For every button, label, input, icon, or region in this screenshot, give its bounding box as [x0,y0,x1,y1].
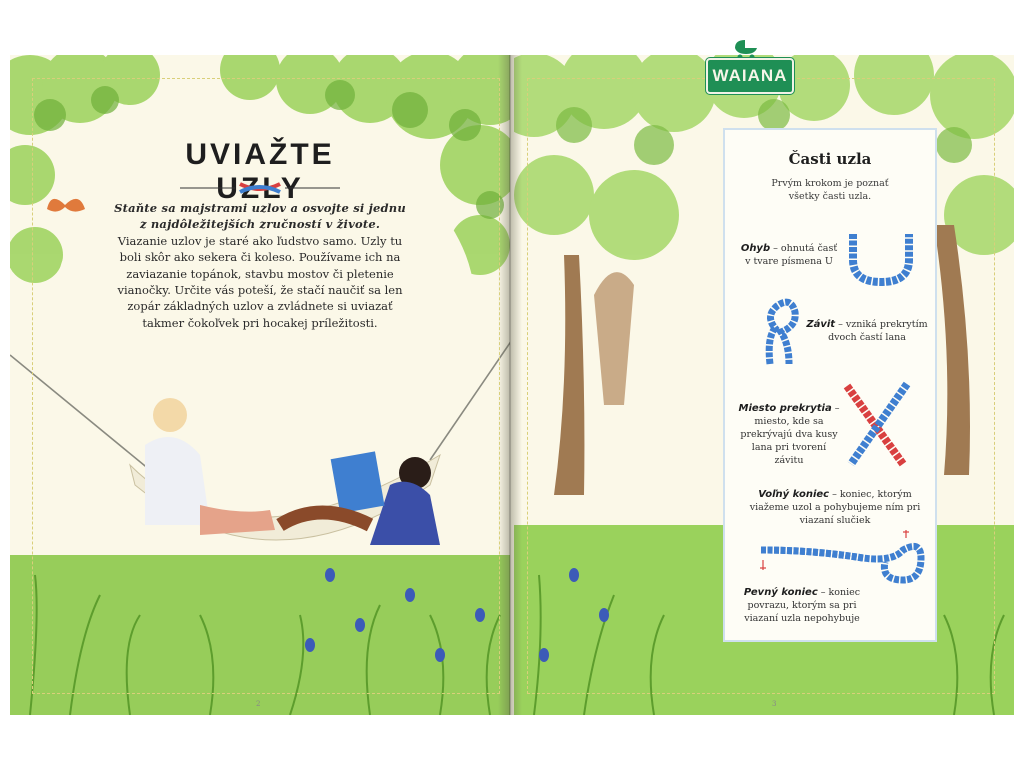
part-crossing-point [737,402,841,467]
part-term: Voľný koniec [758,489,830,500]
book-gutter [498,55,522,715]
part-loop [805,318,929,344]
part-desc: – koniec povrazu, ktorým sa pri viazaní uzla nepohybuje [744,587,861,624]
bight-rope-icon [843,230,923,290]
part-desc: – miesto, kde sa prekrývajú dva kusy lana pri tvorení závitu [740,403,840,466]
part-term: Závit [806,319,836,330]
intro-lead: Staňte sa majstrami uzlov a osvojte si jednu z najdôležitejších zručností v živote. [114,201,406,232]
page-number-right: 3 [772,700,777,708]
loop-rope-icon [755,298,805,368]
part-working-end [745,488,925,527]
panel-subtitle: Prvým krokom je poznať všetky časti uzla. [771,178,889,202]
part-desc: – koniec, ktorým viažeme uzol a pohybujeme ním pri viazaní slučiek [749,489,921,526]
part-term: Ohyb [740,243,771,254]
intro-text [110,200,410,331]
intro-body: Viazanie uzlov je staré ako ľudstvo samo. Uzly tu boli skôr ako sekera či koleso. Používame ich na zaviazanie topánok, stavbu mostov či pletenie vianočky. Určite vás poteší, že stačí naučiť sa len zopár základných uzlov a zvládnete si uviazať takmer čokoľvek pri hocakej príležitosti. [117,233,403,330]
part-desc: – vzniká prekrytím dvoch častí lana [828,319,928,343]
page-title: UVIAŽTE UZLY [185,138,335,205]
part-standing-end [737,586,867,625]
page-number-left: 2 [256,700,261,708]
part-term: Miesto prekrytia [738,403,832,414]
pram-icon [731,38,761,60]
part-desc: – ohnutá časť v tvare písmena U [745,243,838,267]
part-term: Pevný koniec [743,587,818,598]
part-bight [739,242,839,268]
panel-title: Časti uzla [788,150,872,168]
publisher-logo: WAIANA [706,58,794,94]
knot-parts-panel [723,128,937,642]
rope-divider-icon [180,178,340,198]
crossing-rope-icon [843,380,913,470]
